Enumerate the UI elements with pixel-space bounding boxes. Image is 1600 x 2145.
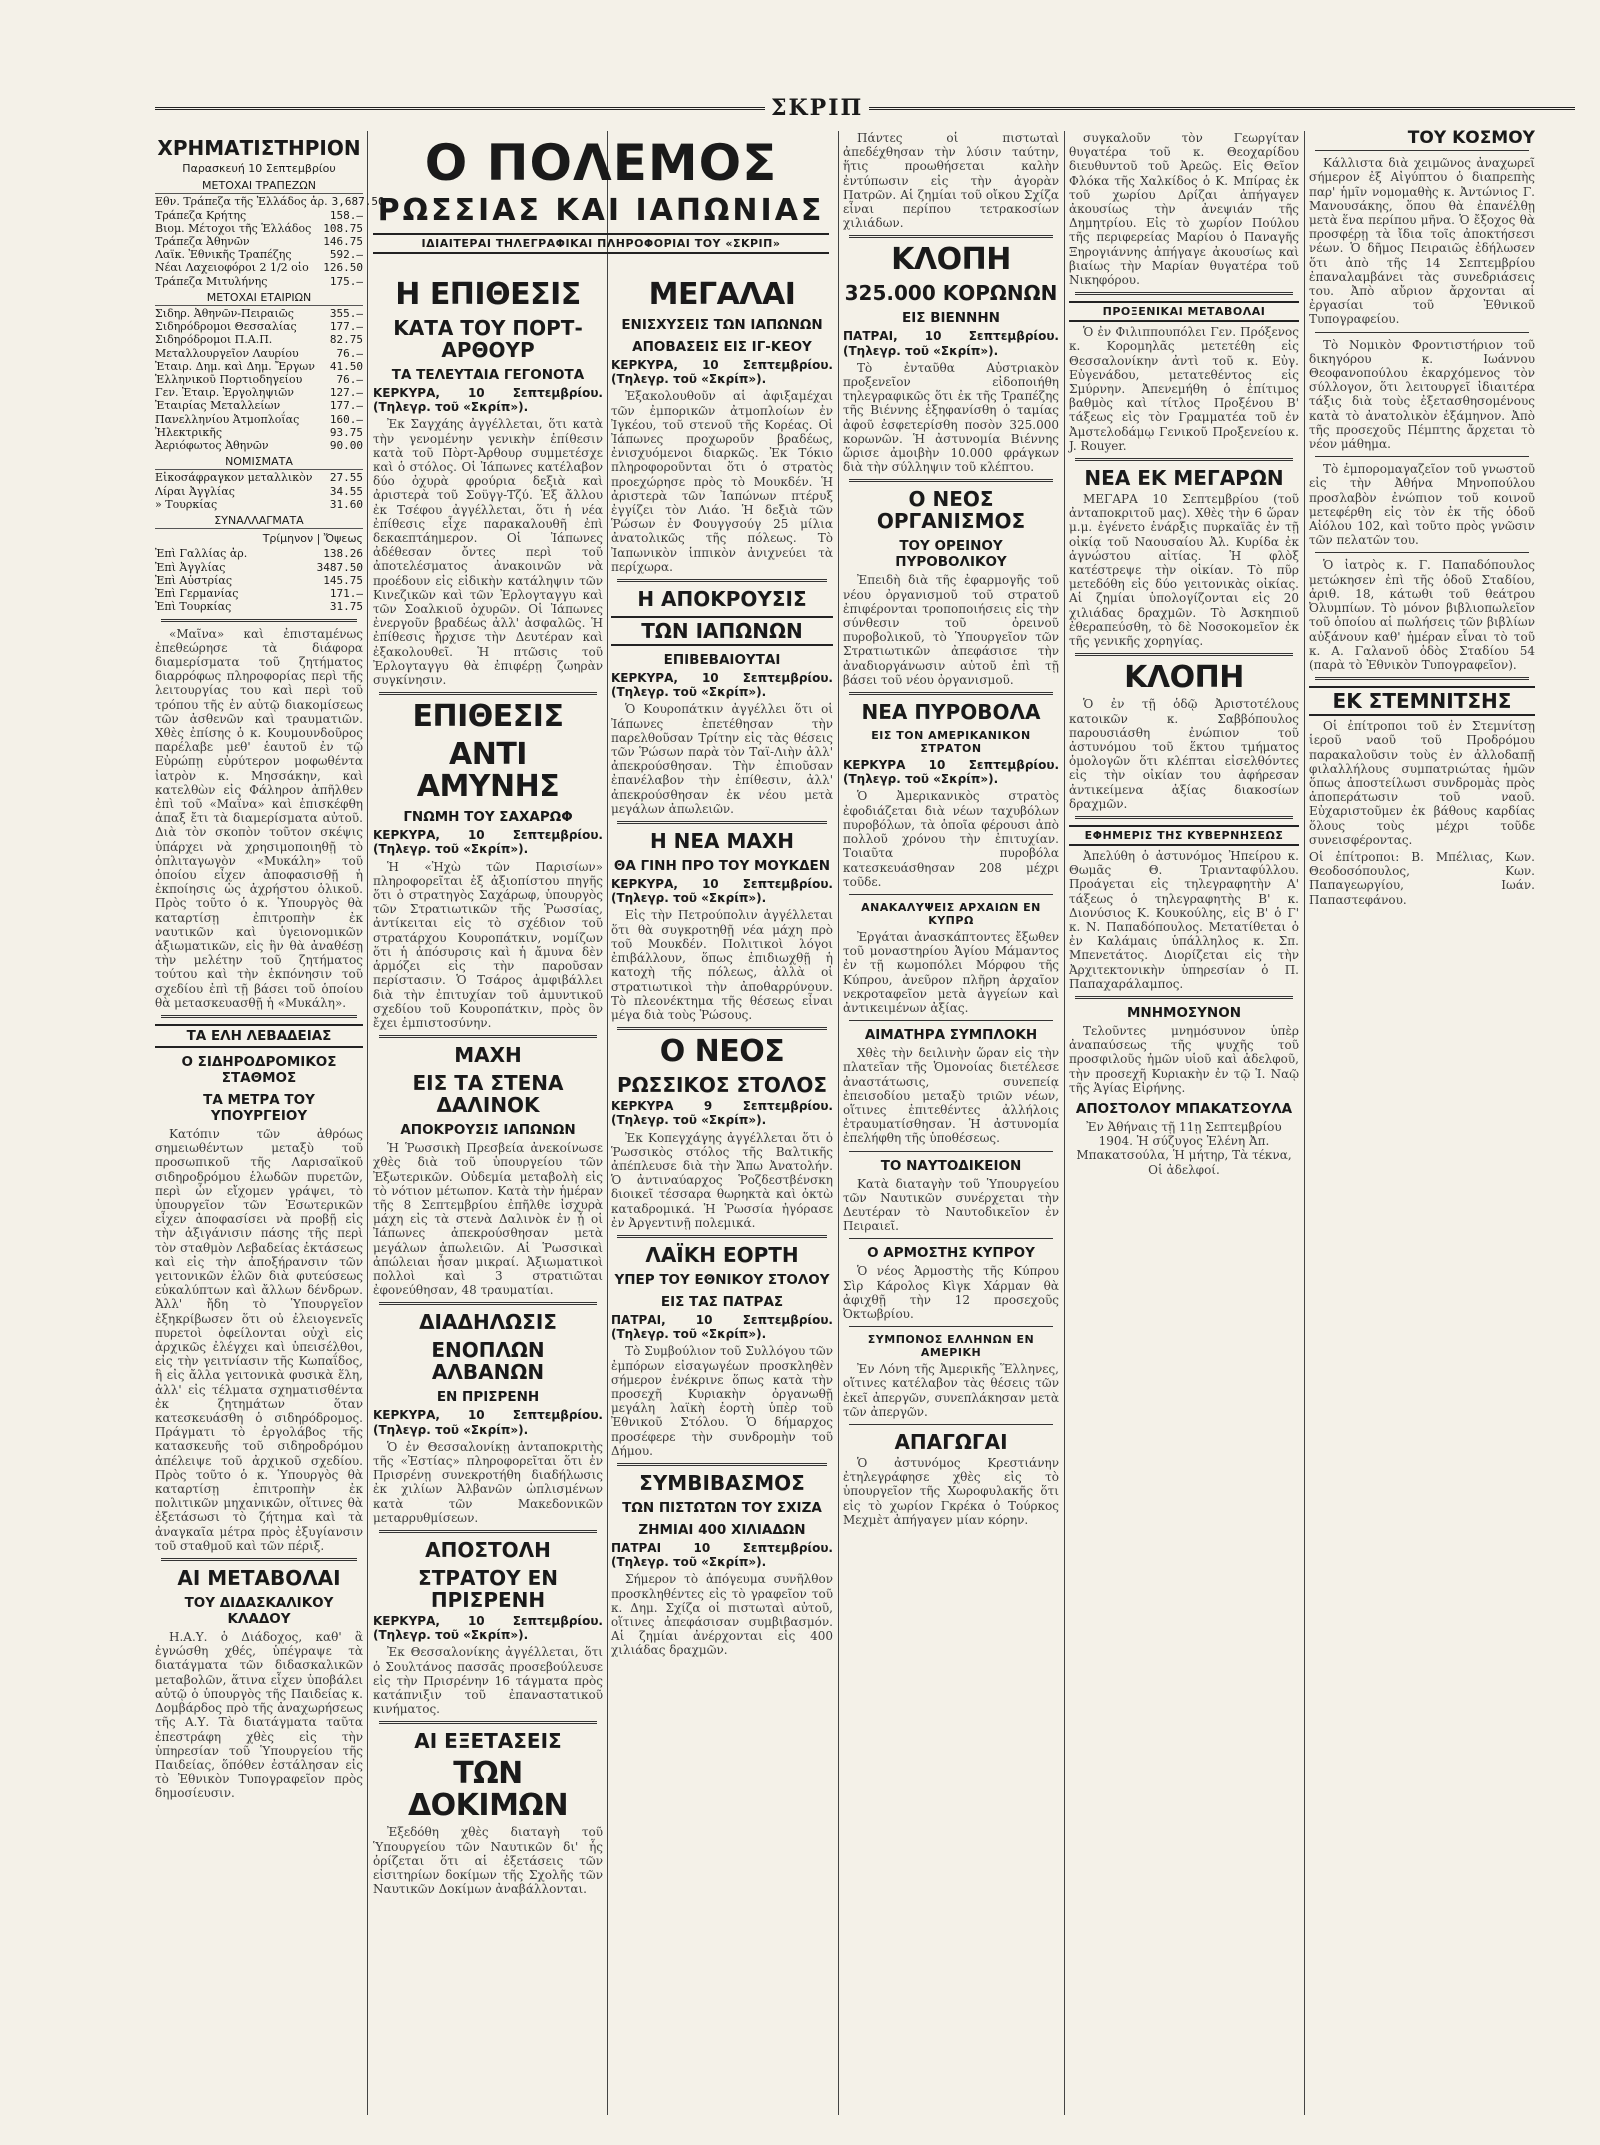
dateline: ΠΑΤΡΑΙ, 10 Σεπτεμβρίου. (Τηλεγρ. τοῦ «Σκρίπ»).: [611, 1312, 833, 1342]
coin-list: [155, 471, 363, 511]
article-subheading: ΤΩΝ ΙΑΠΩΝΩΝ: [611, 616, 833, 646]
banks-heading: ΜΕΤΟΧΑΙ ΤΡΑΠΕΖΩΝ: [155, 179, 363, 194]
newspaper-page: [155, 95, 1575, 2115]
signature: Οἱ ἐπίτροποι: Β. Μπέλιας, Κων. Θεοδοσόπουλος, Κων. Παπαγεωργίου, Ιωάν. Παπαστεφάνου.: [1309, 849, 1535, 907]
dateline: ΚΕΡΚΥΡΑ 10 Σεπτεμβρίου. (Τηλεγρ. τοῦ «Σκρίπ»).: [843, 758, 1059, 787]
article-subheading: ΤΩΝ ΠΙΣΤΩΤΩΝ ΤΟΥ ΣΧΙΖΑ: [622, 1499, 822, 1516]
article-text: Ὁ Ἀμερικανικὸς στρατὸς ἐφοδιάζεται διὰ νέων ταχυβόλων πυροβόλων, τὰ ὁποῖα φέρουσι ἀπὸ πολλοῦ χρόνου τὴν ἐπιτυχίαν. Τοιαῦτα πυροβόλα κατεσκευάσθησαν 208 μέχρι τοῦδε.: [843, 789, 1059, 889]
article-heading: ΠΡΟΞΕΝΙΚΑΙ ΜΕΤΑΒΟΛΑΙ: [1069, 301, 1299, 322]
article-text: Κάλλιστα διὰ χειμῶνος ἀναχωρεῖ σήμερον ἐξ Αἰγύπτου ὁ διαπρεπὴς παρ' ἡμῖν νομομαθὴς κ. Ἀντώνιος Γ. Μανουσάκης, ὅπου θὰ ἐπανέλθῃ μετὰ ἕνα περίπου μῆνα. Ὁ ἔξοχος θὰ προσφέρῃ τὰ ἴδια τοῖς ἀποκτήσεσι νέων. Ὁ δῆμος Πειραιῶς ἐδήλωσεν ὅτι ἀπὸ τῆς 14 Σεπτεμβρίου ἐπαναλαμβάνει τὰς συνεδριάσεις του. Ἀπὸ αὔριον ἄρχονται αἱ ἐργασίαι τοῦ Ἐθνικοῦ Τυπογραφείου.: [1309, 156, 1535, 327]
article-heading: ΚΛΟΠΗ: [891, 242, 1011, 278]
quote-name: Σιδηρόδρομοι Θεσσαλίας: [155, 320, 297, 334]
article-text: Ἐξεδόθη χθὲς διαταγὴ τοῦ Ὑπουργείου τῶν Ναυτικῶν δι' ἧς ὁρίζεται ὅτι αἱ ἐξετάσεις τῶν εἰσιτηρίων δοκίμων τῆς Σχολῆς τῶν Ναυτικῶν Δοκίμων ἀναβάλλονται.: [373, 1825, 603, 1897]
article-subheading: ΕΙΣ ΒΙΕΝΝΗΝ: [902, 310, 1000, 327]
fx-list: [155, 547, 363, 613]
quote-name: Ἐπὶ Γερμανίας: [155, 587, 239, 601]
article-text: Ὁ ἀστυνόμος Κρεστιάνην ἐτηλεγράφησε χθὲς εἰς τὸ ὑπουργεῖον τῆς Χωροφυλακῆς ὅτι εἰς τὸ χωρίον Γκρέκα ὁ Τούρκος Μεχμὲτ ἀπήγαγεν μίαν κόρην.: [843, 1455, 1059, 1527]
quote-row: [155, 547, 363, 560]
divider: [1075, 653, 1293, 656]
article-subheading: ΕΝΟΠΛΩΝ ΑΛΒΑΝΩΝ: [431, 1338, 545, 1385]
dateline: ΚΕΡΚΥΡΑ, 10 Σεπτεμβρίου. (Τηλεγρ. τοῦ «Σκρίπ»).: [373, 386, 603, 415]
article-text: Εἰς τὴν Πετρούπολιν ἀγγέλλεται ὅτι θὰ συγκροτηθῇ νέα μάχη πρὸ τοῦ Μουκδέν. Πολιτικοὶ λόγοι ἐπιβάλλουν, ὅπως ἐπιδιωχθῇ ἡ κατοχὴ τῆς πόλεως, ἀλλὰ οἱ στρατιωτικοὶ τὴν ἀποθαρρύνουν. Τὸ πλεονέκτημα τῆς θέσεως εἶναι μέγα διὰ τοὺς Ῥώσους.: [611, 908, 833, 1022]
column-war-right: [611, 273, 833, 2115]
divider: [161, 1015, 357, 1018]
article-text: Ἐκ Θεσσαλονίκης ἀγγέλλεται, ὅτι ὁ Σουλτάνος πασσᾶς προσεβούλευσε εἰς τὴν Πρισρένην 16 τάγματα πρὸς κατάπνιξιν τοῦ ἐπαναστατικοῦ κινήματος.: [373, 1645, 603, 1717]
quote-value: 126.50: [323, 261, 363, 275]
divider: [1075, 816, 1293, 819]
article-heading: ΕΦΗΜΕΡΙΣ ΤΗΣ ΚΥΒΕΡΝΗΣΕΩΣ: [1069, 825, 1299, 846]
article-subheading: ΕΙΣ ΤΑ ΣΤΕΝΑ ΔΑΛΙΝΟΚ: [412, 1071, 564, 1118]
article-heading: ΜΕΓΑΛΑΙ: [648, 277, 796, 312]
article-text: Ὁ ἐν Θεσσαλονίκῃ ἀνταποκριτὴς τῆς «Ἐστίας» πληροφορεῖται ὅτι ἐν Πρισρένῃ συνεκροτήθη διαδήλωσις ἐκ χιλίων Ἀλβανῶν ὡπλισμένων κατὰ τῶν Μακεδονικῶν μεταρρυθμίσεων.: [373, 1439, 603, 1525]
article-text: Ὁ νέος Ἁρμοστὴς τῆς Κύπρου Σὶρ Κάρολος Κὶγκ Χάρμαν θὰ ἀφιχθῇ τὴν 12 προσεχοῦς Ὀκτωβρίου.: [843, 1264, 1059, 1321]
article-subheading: ΑΝΤΙ ΑΜΥΝΗΣ: [416, 737, 560, 805]
article-subheading: ΕΙΣ ΤΟΝ ΑΜΕΡΙΚΑΝΙΚΟΝ ΣΤΡΑΤΟΝ: [871, 729, 1031, 756]
column-divider: [1064, 131, 1065, 2115]
quote-value: 592.—: [329, 248, 363, 262]
quote-row: [155, 413, 363, 426]
article-text: Ἡ «Ἠχὼ τῶν Παρισίων» πληροφορεῖται ἐξ ἀξιοπίστου πηγῆς ὅτι ὁ στρατηγὸς Σαχάρωφ, ὑπουργὸς τῶν Στρατιωτικῶν τῆς Ῥωσσίας, ἀντίκειται εἰς τὸ σχέδιον τοῦ στρατάρχου Κουροπάτκιν, νομίζων ὅτι ἡ ἀπόσυρσις καὶ ἡ ἄμυνα δὲν ἁρμόζει εἰς τὴν παροῦσαν περίστασιν. Ὁ Τσάρος ἀμφιβάλλει διὰ τὴν ἐπιτυχίαν τοῦ ἀμυντικοῦ σχεδίου τοῦ Κουροπάτκιν, πρὸς ὃν ἔχει ἐμπιστοσύνην.: [373, 859, 603, 1030]
quote-name: Νέαι Λαχειοφόροι 2 1/2 οἰο: [155, 261, 309, 275]
article-text: συγκαλοῦν τὸν Γεωργίταν θυγατέρα τοῦ κ. Θεοχαρίδου διευθυντοῦ τοῦ Ἀρεῶς. Εἰς Θεῖον Φλόκα τῆς Χαλκίδος ὁ Κ. Μπίρας ἐκ τοῦ χωρίου Δρίζαι ἀπήγαγεν ἀκουσίως τὴν ἀνεψιάν τῆς Δημητρίου. Εἰς τὸ χωρίον Πούλου τῆς περιφερείας Μαρίου ὁ Παναγῆς Ξηρογιάννης ἀπήγαγε ἀκουσίως καὶ βιαίως τὴν Μαρίαν θυγατέρα τοῦ Νικηφόρου.: [1069, 131, 1299, 288]
article-text: «Μαῖνα» καὶ ἐπισταμένως ἐπεθεώρησε τὰ διάφορα διαμερίσματα τοῦ ζητήματος διαρρόφως πληροφορίας περὶ τῆς λειτουργίας του καὶ περὶ τοῦ τρόπου τῆς ἐν αὐτῷ διακομίσεως τῶν ἀσθενῶν καὶ τραυματιῶν. Χθὲς ἐπίσης ὁ κ. Κουμουνδοῦρος παρέλαβε μεθ' ἑαυτοῦ ἐν τῷ Εὐρώπῃ εὐρύτερον μοφωθέντα ἰατρὸν κ. Μησσάκην, καὶ κατελθὼν εἰς Φάληρον ἀπῆλθεν ἐπὶ τοῦ «Μαΐνα» καὶ ἐπισκέφθη ἁπαξ ἔτι τὰ διαμερίσματα αὐτοῦ. Διὰ τὸν σκοπὸν τοῦτον σκέψις ὑπάρχει νὰ χρησιμοποιηθῇ τὸ ὁπλιταγωγὸν «Μυκάλη» τοῦ ὁποίου εἶχεν ἀποφασισθῇ ἡ ἐκποίησις ὡς ἀχρήστου ὁλικοῦ. Πρὸς τοῦτο ὁ κ. Ὑπουργὸς θὰ καταρτίσῃ ἐπιτροπὴν ἐκ ναυτικῶν καὶ ὑγειονομικῶν ἀξιωματικῶν, εἰς ἣν θὰ ἀναθέσῃ τὴν μελέτην τοῦ ζητήματος τούτου καὶ τὴν ἐκπόνησιν τοῦ σχεδίου ἐπὶ τῇ βάσει τοῦ ὁποίου θὰ μετασκευασθῇ ἡ «Μυκάλη».: [155, 626, 363, 1010]
article-heading: ΑΠΟΣΤΟΛΗ: [425, 1537, 551, 1562]
divider: [849, 479, 1053, 482]
article-subheading: ΑΠΟΚΡΟΥΣΙΣ ΙΑΠΩΝΩΝ: [400, 1122, 576, 1139]
divider: [849, 1424, 1053, 1425]
column-news: [843, 131, 1059, 2115]
quote-value: 82.75: [329, 333, 363, 347]
quote-name: Εθν. Τράπεζα τῆς Ἑλλάδος ἀρ.: [155, 195, 328, 209]
quote-value: 31.75: [329, 600, 363, 614]
quote-value: 31.60: [329, 497, 363, 511]
quote-row: [155, 360, 363, 373]
divider: [617, 1027, 827, 1030]
quote-row: [155, 222, 363, 235]
quote-value: 27.55: [329, 471, 363, 485]
quote-value: 127.—: [329, 386, 363, 400]
quote-name: Ἐταιρ. Δημ. καὶ Δημ. Ἔργων: [155, 359, 315, 373]
divider: [379, 1035, 597, 1038]
dateline: ΚΕΡΚΥΡΑ, 10 Σεπτεμβρίου. (Τηλεγρ. τοῦ «Σκρίπ»).: [373, 1408, 603, 1437]
quote-name: » Τουρκίας: [155, 497, 218, 511]
quote-value: 3,687.50: [331, 195, 385, 209]
article-subheading: Ο ΣΙΔΗΡΟΔΡΟΜΙΚΟΣ ΣΤΑΘΜΟΣ: [181, 1053, 337, 1086]
article-heading: ΤΟ ΝΑΥΤΟΔΙΚΕΙΟΝ: [880, 1157, 1022, 1174]
war-telegraph-line: ΙΔΙΑΙΤΕΡΑΙ ΤΗΛΕΓΡΑΦΙΚΑΙ ΠΛΗΡΟΦΟΡΙΑΙ ΤΟΥ «ΣΚΡΙΠ»: [373, 233, 829, 254]
quote-row: [155, 386, 363, 399]
quote-name: Λαϊκ. Ἐθνικῆς Τραπέζης: [155, 248, 292, 262]
article-heading: ΤΑ ΕΛΗ ΛΕΒΑΔΕΙΑΣ: [155, 1024, 363, 1048]
divider: [1315, 677, 1529, 680]
article-text: Ὁ Κουροπάτκιν ἀγγέλλει ὅτι οἱ Ἰάπωνες ἐπετέθησαν τὴν παρελθοῦσαν Τρίτην εἰς τὰς θέσεις τῶν Ῥώσων παρὰ τὸν Ταϊ-Λιὴν ἀλλ' ἀπεκρούσθησαν. Τὴν ἐπιοῦσαν ἐπανέλαβον τὴν ἐπίθεσιν, ἀλλ' ἀπεκρούσθησαν ἐκ νέου μετὰ μεγάλων ἀπωλειῶν.: [611, 702, 833, 816]
quote-name: Ἠλεκτρικῆς: [155, 425, 223, 439]
article-heading: ΑΙΜΑΤΗΡΑ ΣΥΜΠΛΟΚΗ: [864, 1027, 1038, 1044]
market-title: ΧΡΗΜΑΤΙΣΤΗΡΙΟΝ: [157, 136, 361, 160]
quote-row: [155, 561, 363, 574]
article-subheading: ΕΝ ΠΡΙΣΡΕΝΗ: [436, 1389, 540, 1406]
article-text: Χθὲς τὴν δειλινὴν ὥραν εἰς τὴν πλατεῖαν τῆς Ὁμονοίας διετέλεσε ἀναστάτωσις, συνεπείᾳ ἐπεισοδίου μεταξὺ τριῶν νέων, οἵτινες ἐπιτεθέντες ἀλλήλοις ἐτραυματίσθησαν. Ἡ ἀστυνομία ἐπελήφθη τῆς ὑποθέσεως.: [843, 1046, 1059, 1146]
bank-share-list: [155, 195, 385, 288]
company-share-list: [155, 307, 363, 452]
article-text: Ὁ ἰατρὸς κ. Γ. Παπαδόπουλος μετώκησεν ἐπὶ τῆς ὁδοῦ Σταδίου, ἀριθ. 18, κάτωθι τοῦ θεάτρου Ὀλυμπίων. Τὸ μόνον βιβλιοπωλεῖον τοῦ ὁποίου αἱ πωλήσεις τῶν βιβλίων αὐξάνουν καθ' ἡμέραν εἶναι τὸ τοῦ κ. Α. Γαλανοῦ ὁδὸς Σταδίου 54 (παρὰ τὸ Ἐθνικὸν Τυπογραφεῖον).: [1309, 558, 1535, 672]
quote-value: 171.—: [329, 587, 363, 601]
quote-row: [155, 209, 363, 222]
dateline: ΚΕΡΚΥΡΑ, 10 Σεπτεμβρίου. (Τηλεγρ. τοῦ «Σκρίπ»).: [611, 671, 833, 700]
divider: [617, 1463, 827, 1466]
article-heading: ΝΕΑ ΠΥΡΟΒΟΛΑ: [861, 700, 1041, 725]
article-subheading: ΤΟΥ ΟΡΕΙΝΟΥ ΠΥΡΟΒΟΛΙΚΟΥ: [895, 538, 1007, 571]
quote-name: Ἐπὶ Τουρκίας: [155, 600, 232, 614]
divider: [617, 579, 827, 582]
quote-name: Σιδηρόδρομοι Π.Α.Π.: [155, 333, 273, 347]
divider: [617, 1235, 827, 1238]
article-text: Τὸ Συμβούλιον τοῦ Συλλόγου τῶν ἐμπόρων εἰσαγωγέων προσκληθὲν σήμερον ἐνέκρινε ὅπως κατὰ τὴν προσεχῆ Κυριακὴν ὀργανωθῇ μεγάλη λαϊκὴ ἑορτὴ ὑπὲρ τοῦ Ἐθνικοῦ Στόλου. Ὁ δήμαρχος προσέφερε τὴν συνδρομὴν τοῦ Δήμου.: [611, 1344, 833, 1458]
article-subheading: ΣΤΡΑΤΟΥ ΕΝ ΠΡΙΣΡΕΝΗ: [418, 1565, 558, 1612]
quote-row: [155, 333, 363, 346]
column-war-left: [373, 273, 603, 2115]
article-subheading: 325.000 ΚΟΡΩΝΩΝ: [844, 281, 1058, 306]
column-divider: [838, 131, 839, 2115]
article-heading: Ο ΝΕΟΣ: [659, 1034, 785, 1070]
dateline: ΚΕΡΚΥΡΑ, 10 Σεπτεμβρίου. (Τηλεγρ. τοῦ «Σκρίπ»).: [373, 1613, 603, 1643]
column-society: [1309, 128, 1535, 2115]
article-subheading: ΓΝΩΜΗ ΤΟΥ ΣΑΧΑΡΩΦ: [403, 809, 573, 826]
quote-value: 90.00: [329, 439, 363, 453]
divider: [379, 692, 597, 695]
quote-value: 177.—: [329, 399, 363, 413]
article-text: Ἡ Ῥωσσικὴ Πρεσβεία ἀνεκοίνωσε χθὲς διὰ τοῦ ὑπουργείου τῶν Ἐξωτερικῶν. Οὐδεμία μεταβολὴ εἰς τὸ νότιον μέτωπον. Κατὰ τὴν ἡμέραν τῆς 8 Σεπτεμβρίου ἐπῆλθε ἰσχυρὰ μάχη εἰς τὰ στενὰ Δαλινὸκ ἐν ᾗ οἱ Ἰάπωνες ἀπεκρούσθησαν μετὰ μεγάλων ἀπωλειῶν. Αἱ Ῥωσσικαὶ ἀπώλειαι ἦσαν μικραί. Ἀξιωματικοὶ πολλοὶ καὶ 3 στρατιῶται ἐφονεύθησαν, 48 τραυματίαι.: [373, 1141, 603, 1298]
quote-name: Ἐπὶ Ἀγγλίας: [155, 560, 226, 574]
article-subheading: ΘΑ ΓΙΝΗ ΠΡΟ ΤΟΥ ΜΟΥΚΔΕΝ: [613, 858, 831, 875]
article-heading: Ο ΑΡΜΟΣΤΗΣ ΚΥΠΡΟΥ: [867, 1245, 1035, 1262]
divider: [1075, 292, 1293, 295]
quote-value: 3487.50: [316, 560, 363, 574]
article-text: Ὁ ἐν τῇ ὁδῷ Ἀριστοτέλους κατοικῶν κ. Σαββόπουλος παρουσιάσθη ἐνώπιον τοῦ ἀστυνόμου τοῦ ἕκτου τμήματος ὁμολογῶν ὅτι κλέπται εἰσελθόντες εἰς τὴν οἰκίαν του ἀφήρεσαν ἀντικείμενα ἀξίας διακοσίων δραχμῶν.: [1069, 697, 1299, 811]
quote-name: Βιομ. Μέτοχοι τῆς Ἑλλάδος: [155, 221, 312, 235]
quote-name: Γεν. Ἐταιρ. Ἐργοληψιῶν: [155, 386, 294, 400]
article-heading: ΑΙ ΕΞΕΤΑΣΕΙΣ: [414, 1729, 562, 1754]
article-heading: Η ΑΠΟΚΡΟΥΣΙΣ: [637, 587, 807, 612]
article-text: Τὸ Νομικὸν Φροντιστήριον τοῦ δικηγόρου κ. Ιωάννου Θεοφανοπούλου ἐκαρχόμενος τὸν σύλλογον, ὅτι λειτουργεῖ ἰδιαιτέρα τάξις διὰ τοὺς ἐξετασθησομένους κατὰ τὸ ἀνατολικὸν ἑξάμηνον. Ἀπὸ τῆς προσεχοῦς Πέμπτης ἄρχεται τὸ νέον μάθημα.: [1309, 337, 1535, 452]
article-text: Οἱ ἐπίτροποι τοῦ ἐν Στεμνίτσῃ ἱεροῦ ναοῦ τοῦ Προδρόμου παρακαλοῦσιν τοὺς ἐν ἀλλοδαπῇ φιλαλλήλους συμπατριώτας ἡμῶν ὅπως ἀποστείλωσι συνδρομὰς πρὸς ἀποπεράτωσιν τοῦ ναοῦ. Εὐχαριστοῦμεν ἐκ βάθους καρδίας ὅλους τοὺς μέχρι τοῦδε συνεισφέροντας.: [1309, 719, 1535, 847]
article-heading: ΛΑΪΚΗ ΕΟΡΤΗ: [645, 1242, 799, 1267]
article-text: Πάντες οἱ πιστωταὶ ἀπεδέχθησαν τὴν λύσιν ταύτην, ἥτις προωθήσεται καλὴν ἐντύπωσιν εἰς τὴν ἀγορὰν Πατρῶν. Αἱ ζημίαι τοῦ οἴκου Σχίζα εἶναι περίπου τετρακοσίων χιλιάδων.: [843, 131, 1059, 231]
article-heading: ΜΝΗΜΟΣΥΝΟΝ: [1126, 1004, 1241, 1021]
quote-name: Ἐπὶ Αὐστρίας: [155, 573, 233, 587]
fx-subheading: Τρίμηνον | Ὄψεως: [262, 532, 363, 546]
quote-row: [155, 574, 363, 587]
divider: [849, 1326, 1053, 1327]
divider: [849, 894, 1053, 895]
dateline: ΠΑΤΡΑΙ, 10 Σεπτεμβρίου. (Τηλεγρ. τοῦ «Σκρίπ»).: [843, 329, 1059, 358]
article-heading: ΑΙ ΜΕΤΑΒΟΛΑΙ: [177, 1566, 341, 1591]
divider: [849, 1151, 1053, 1152]
divider: [849, 1020, 1053, 1021]
divider: [849, 692, 1053, 695]
market-date: Παρασκευή 10 Σεπτεμβρίου: [182, 162, 336, 175]
memorial-name: ΑΠΟΣΤΟΛΟΥ ΜΠΑΚΑΤΣΟΥΛΑ: [1075, 1100, 1293, 1117]
war-main-title: Ο ΠΟΛΕΜΟΣ: [424, 134, 778, 192]
article-subheading: ΖΗΜΙΑΙ 400 ΧΙΛΙΑΔΩΝ: [638, 1521, 806, 1538]
article-text: Σήμερον τὸ ἀπόγευμα συνῆλθον προσκληθέντες εἰς τὸ γραφεῖον τοῦ κ. Δημ. Σχίζα οἱ πιστωταὶ αὐτοῦ, οἵτινες ἀπεφάσισαν συμβιβασμόν. Αἱ ζημίαι ἀνέρχονται εἰς 400 χιλιάδας δραχμῶν.: [611, 1572, 833, 1658]
quote-row: [155, 373, 363, 386]
quote-row: [155, 498, 363, 511]
article-heading: ΣΥΜΒΙΒΑΣΜΟΣ: [639, 1470, 805, 1495]
quote-row: [155, 399, 363, 412]
quote-row: [155, 439, 363, 452]
article-heading: ΕΚ ΣΤΕΜΝΙΤΣΗΣ: [1309, 686, 1535, 716]
divider: [1075, 458, 1293, 461]
fx-heading: ΣΥΝΑΛΛΑΓΜΑΤΑ: [155, 514, 363, 529]
divider: [1315, 150, 1529, 151]
article-subheading: ΕΝΙΣΧΥΣΕΙΣ ΤΩΝ ΙΑΠΩΝΩΝ: [621, 317, 823, 333]
divider: [1315, 552, 1529, 553]
article-text: Ἐξακολουθοῦν αἱ ἀφιξαμέχαι τῶν ἐμπορικῶν ἀτμοπλοίων ἐν Ἰγκέου, τοῦ στενοῦ τῆς Κορέας. Οἱ Ἰάπωνες προχωροῦν βραδέως, ἐνισχυόμενοι διαρκῶς. Ἐκ Τόκιο πληροφοροῦνται ὅτι ὁ στρατὸς προεχώρησε πρὸς τὸ Μουκδέν. Ἡ ἀριστερὰ τῶν Ἰαπώνων πτέρυξ ἐγγίζει τὸν Λιάο. Ἡ δεξιὰ τῶν Ῥώσων ἐν Φουγγσούγ 25 μίλια ἀνατολικῶς τῆς πόλεως. Τὸ Ἰαπωνικὸν ἱππικὸν ἀνιχνεύει τὰ περίχωρα.: [611, 389, 833, 574]
article-subheading: ΤΑ ΜΕΤΡΑ ΤΟΥ ΥΠΟΥΡΓΕΙΟΥ: [203, 1091, 315, 1124]
quote-name: Ἐταιρίας Μεταλλείων: [155, 399, 281, 413]
article-text: Τὸ ἐνταῦθα Αὐστριακὸν προξενεῖον εἰδοποιήθη τηλεγραφικῶς ὅτι ἐκ τῆς Τραπέζης τῆς Βιέννης ἐξηφανίσθη ὁ ταμίας ἀφοῦ ἐσφετερίσθη ποσὸν 325.000 κορωνῶν. Ἡ ἀστυνομία Βιέννης ὥρισε ἀμοιβὴν 10.000 φράγκων διὰ τὴν σύλληψιν τοῦ κλέπτου.: [843, 360, 1059, 475]
quote-row: [155, 587, 363, 600]
article-heading: ΝΕΑ ΕΚ ΜΕΓΑΡΩΝ: [1084, 466, 1284, 491]
article-text: ΜΕΓΑΡΑ 10 Σεπτεμβρίου (τοῦ ἀνταποκριτοῦ μας). Χθὲς τὴν 6 ὥραν μ.μ. ἐγένετο ἐνάρξις πυρκαϊᾶς ἐν τῇ οἰκίᾳ τοῦ Ναουσαίου Ἀλ. Κυρίδα ἐκ ἀγνώστου αἰτίας. Ἡ φλὸξ κατέστρεψε τὴν οἰκίαν. Τὸ πῦρ μετεδόθη εἰς δύο γειτονικὰς οἰκίας. Αἱ ζημίαι ὑπολογίζονται εἰς 20 χιλιάδας δραχμῶν. Τὸ Ἀσκηπιοῦ ἐθεραπεύσθη, τὸ δὲ Νοσοκομεῖον ἐκ τῆς γενικῆς χορηγίας.: [1069, 492, 1299, 649]
article-subheading: ΤΩΝ ΔΟΚΙΜΩΝ: [407, 1756, 569, 1824]
coins-heading: ΝΟΜΙΣΜΑΤΑ: [155, 455, 363, 470]
article-heading: ΜΑΧΗ: [454, 1043, 522, 1068]
article-text: Τὸ ἐμπορομαγαζεῖον τοῦ γνωστοῦ εἰς τὴν Ἀθήνα Μηνοπούλου προσλαβὸν ἐνώπιον τοῦ κοινοῦ μετεφέρθη εἰς τὸν ἐκ τῆς ὁδοῦ Αἰόλου 102, καὶ τοῦτο πρὸς γνῶσιν τῶν πελατῶν του.: [1309, 462, 1535, 548]
article-text: Ἐν Λόνη τῆς Ἀμερικῆς Ἕλληνες, οἵτινες κατέλαβον τὰς θέσεις τῶν ἐκεῖ ἀπεργῶν, συνεπλάκησαν μετὰ τῶν ἀπεργῶν.: [843, 1362, 1059, 1419]
quote-value: 175.—: [329, 274, 363, 288]
quote-row: [155, 307, 363, 320]
quote-value: 108.75: [323, 221, 363, 235]
article-subheading: ΡΩΣΣΙΚΟΣ ΣΤΟΛΟΣ: [617, 1073, 827, 1098]
article-heading: Η ΕΠΙΘΕΣΙΣ: [395, 277, 581, 312]
column-market: [155, 131, 385, 2115]
quote-row: [155, 248, 363, 261]
dateline: ΚΕΡΚΥΡΑ 9 Σεπτεμβρίου. (Τηλεγρ. τοῦ «Σκρίπ»).: [611, 1099, 833, 1128]
dateline: ΚΕΡΚΥΡΑ, 10 Σεπτεμβρίου. (Τηλεγρ. τοῦ «Σκρίπ»).: [611, 358, 833, 387]
article-heading: ΚΛΟΠΗ: [1124, 660, 1244, 696]
article-heading: ΣΥΜΠΟΝΟΣ ΕΛΛΗΝΩΝ ΕΝ ΑΜΕΡΙΚΗ: [867, 1333, 1035, 1360]
article-subheading: ΚΑΤΑ ΤΟΥ ΠΟΡΤ-ΑΡΘΟΥΡ: [393, 316, 583, 362]
column-local: [1069, 131, 1299, 2115]
article-text: Η.Α.Υ. ὁ Διάδοχος, καθ' ἃ ἐγνώσθη χθές, ὑπέγραψε τὰ διατάγματα τῶν διδασκαλικῶν μεταβολῶν, ἅτινα εἶχεν ὑποβάλει αὐτῷ ὁ ὑπουργὸς τῆς Παιδείας κ. Δομβάρδος πρὸ τῆς ἀναχωρήσεως τῆς Α.Υ. Τὰ διατάγματα ταῦτα ἐπεστράφη χθὲς εἰς τὴν ὑπηρεσίαν τοῦ Ὑπουργείου τῆς Παιδείας, ὅπόθεν ἐστάλησαν εἰς τὸ Ἐθνικὸν Τυπογραφεῖον πρὸς δημοσίευσιν.: [155, 1630, 363, 1801]
article-text: Τελοῦντες μνημόσυνον ὑπὲρ ἀναπαύσεως τῆς ψυχῆς τοῦ προσφιλοῦς ἡμῶν υἱοῦ καὶ ἀδελφοῦ, τὴν προσεχῆ Κυριακὴν ἐν τῷ Ἱ. Ναῷ τῆς Ἁγίας Εἰρήνης.: [1069, 1023, 1299, 1095]
quote-name: Ἑλληνικοῦ Πορτιοδηγείου: [155, 373, 303, 387]
quote-value: 146.75: [323, 235, 363, 249]
quote-row: [155, 320, 363, 333]
article-text: Ἐργάται ἀνασκάπτοντες ἔξωθεν τοῦ μοναστηρίου Ἁγίου Μάμαντος ἐν τῇ κωμοπόλει Μόρφου τῆς Κύπρου, ἀνεῦρον πλῆρη ἀρχαῖον νεκροταφεῖον μετὰ ἀγγείων καὶ ἀντικειμένων ἀξίας.: [843, 929, 1059, 1015]
quote-name: Τράπεζα Μιτυλήνης: [155, 274, 268, 288]
article-text: Ὁ ἐν Φιλιππουπόλει Γεν. Πρόξενος κ. Κορομηλᾶς μετετέθη εἰς Θεσσαλονίκην ἀντὶ τοῦ κ. Εὐγ. Εὐγενάδου, μετατεθέντος εἰς Σμύρνην. Ἀπενεμήθη ὁ ἐπίτιμος βαθμὸς καὶ τίτλος Προξένου Β' τάξεως εἰς τὸν Γραμματέα τοῦ ἐν Ἀμστελοδάμῳ Γενικοῦ Προξενείου κ. J. Rouyer.: [1069, 325, 1299, 453]
quote-value: 355.—: [329, 307, 363, 321]
war-main-subtitle: ΡΩΣΣΙΑΣ ΚΑΙ ΙΑΠΩΝΙΑΣ: [377, 193, 825, 228]
quote-name: Πανελληνίου Ἀτμοπλοΐας: [155, 412, 300, 426]
quote-row: [155, 347, 363, 360]
article-text: Κατὰ διαταγὴν τοῦ Ὑπουργείου τῶν Ναυτικῶν συνέρχεται τὴν Δευτέραν τὸ Ναυτοδικεῖον ἐν Πειραιεῖ.: [843, 1176, 1059, 1234]
quote-value: 76.—: [336, 346, 363, 360]
quote-row: [155, 235, 363, 248]
divider: [379, 1302, 597, 1305]
quote-row: [155, 195, 385, 209]
quote-name: Τράπεζα Κρήτης: [155, 208, 247, 222]
quote-name: Μεταλλουργεῖον Λαυρίου: [155, 346, 299, 360]
article-heading: ΕΠΙΘΕΣΙΣ: [412, 699, 564, 735]
quote-name: Τράπεζα Ἀθηνῶν: [155, 235, 250, 249]
society-heading: ΤΟΥ ΚΟΣΜΟΥ: [1407, 128, 1535, 148]
article-heading: ΑΝΑΚΑΛΥΨΕΙΣ ΑΡΧΑΙΩΝ ΕΝ ΚΥΠΡΩ: [861, 900, 1041, 927]
divider: [617, 821, 827, 824]
quote-row: [155, 426, 363, 439]
quote-value: 138.26: [323, 547, 363, 561]
quote-value: 158.—: [329, 208, 363, 222]
quote-row: [155, 261, 363, 274]
quote-row: [155, 471, 363, 484]
quote-value: 177.—: [329, 320, 363, 334]
article-subheading: ΑΠΟΒΑΣΕΙΣ ΕΙΣ ΙΓ-ΚΕΟΥ: [632, 339, 812, 355]
companies-heading: ΜΕΤΟΧΑΙ ΕΤΑΙΡΙΩΝ: [155, 291, 363, 306]
quote-value: 145.75: [323, 573, 363, 587]
column-divider: [367, 131, 368, 2115]
divider: [1315, 456, 1529, 457]
article-heading: ΔΙΑΔΗΛΩΣΙΣ: [419, 1310, 557, 1335]
column-divider: [1304, 131, 1305, 2115]
quote-value: 76.—: [336, 373, 363, 387]
quote-name: Λίραι Ἀγγλίας: [155, 484, 235, 498]
quote-name: Εἰκοσάφραγκον μεταλλικὸν: [155, 471, 313, 485]
quote-name: Ἐπὶ Γαλλίας ἀρ.: [155, 547, 248, 561]
article-heading: ΑΠΑΓΩΓΑΙ: [894, 1429, 1008, 1454]
quote-value: 34.55: [329, 484, 363, 498]
article-heading: Η ΝΕΑ ΜΑΧΗ: [649, 829, 795, 854]
article-text: Κατόπιν τῶν ἀθρόως σημειωθέντων μεταξὺ τοῦ προσωπικοῦ τῆς Λαρισαϊκοῦ σιδηροδρόμου ἑλωδῶν πυρετῶν, περὶ ὧν εἴχομεν γράψει, τὸ ὑπουργεῖον τῶν Ἐσωτερικῶν εἶχεν ἀποφασίσει νὰ προβῇ εἰς τὴν ἀξιγάνισιν πάσης τῆς περὶ τὸν σταθμὸν Λεβαδείας ἐκτάσεως καὶ εἰς τὴν ἀποξήρανσιν τῶν γειτονικῶν ἑλῶν διὰ φυτεύσεως εὐκαλύπτων καὶ ἄλλων δένδρων. Ἀλλ' ἤδη τὸ Ὑπουργεῖον ἐξηκρίβωσεν ὅτι οὐ ἐλειογενεῖς πυρετοὶ ὀφείλονται οὐχὶ εἰς ἀρχικῶς ἐλέγχει καὶ ὑπεισέλθοι, εἰς τὴν γειτνίασιν τῆς Κωπαΐδος, ἣ εἰς ἄλλα γειτονικὰ φυσικὰ ἕλη, ἀλλ' εἰς τέλματα σχηματισθέντα ἐκ ζητημάτων ὅταν κατεσκευάσθη ὁ σιδηρόδρομος. Πράγματι τὸ ἐργολάβος τῆς κατασκευῆς τοῦ σιδηροδρόμου ἀπέλειψε τοῦ ἀρχικοῦ σχεδίου. Πρὸς τοῦτο ὁ κ. Ὑπουργὸς θὰ καταρτίσῃ ἐπιτροπὴν ἐκ πολιτικῶν μηχανικῶν, οἵτινες θὰ ἐξετάσωσι τὸ ζήτημα καὶ τὰ ἀναγκαῖα μέτρα πρὸς ἐξυγίανσιν τοῦ σταθμοῦ καὶ τῶν πέριξ.: [155, 1126, 363, 1553]
divider: [1075, 996, 1293, 999]
article-subheading: ΤΟΥ ΔΙΔΑΣΚΑΛΙΚΟΥ ΚΛΑΔΟΥ: [184, 1595, 334, 1628]
divider: [849, 235, 1053, 238]
divider: [379, 1530, 597, 1533]
quote-row: [155, 485, 363, 498]
article-subheading: ΕΙΣ ΤΑΣ ΠΑΤΡΑΣ: [660, 1293, 784, 1310]
quote-name: Ἀεριόφωτος Ἀθηνῶν: [155, 439, 269, 453]
quote-name: Σιδηρ. Ἀθηνῶν-Πειραιῶς: [155, 307, 294, 321]
memorial-signature: Ἐν Ἀθήναις τῇ 11ῃ Σεπτεμβρίου 1904. Ἡ σύζυγος Ἑλένη Ἀπ. Μπακατσούλα, Ἡ μήτηρ, Τὰ τέκνα, Οἱ ἀδελφοί.: [1076, 1119, 1292, 1177]
quote-row: [155, 275, 363, 288]
quote-row: [155, 600, 363, 613]
divider: [849, 1238, 1053, 1239]
quote-value: 41.50: [329, 359, 363, 373]
divider: [161, 619, 357, 622]
article-text: Ἀπελύθη ὁ ἀστυνόμος Ἠπείρου κ. Θωμᾶς Θ. Τριανταφύλλου. Προάγεται εἰς τηλεγραφητὴν Α' τάξεως ὁ τηλεγραφητὴς Β' κ. Διονύσιος Κ. Κουκούλης, εἰς Β' ὁ Γ' κ. Ν. Παπαδόπουλος. Μετατίθεται ὁ ἐν Καλάμαις ὑπάλληλος κ. Σπ. Μπενετάτος. Διορίζεται εἰς τὴν Ἀρχιτεκτονικὴν ὑπηρεσίαν ὁ Π. Παπαχαράλαμπος.: [1069, 848, 1299, 991]
article-heading: Ο ΝΕΟΣ ΟΡΓΑΝΙΣΜΟΣ: [876, 487, 1026, 534]
quote-value: 93.75: [329, 425, 363, 439]
article-text: Ἐκ Σαγχάης ἀγγέλλεται, ὅτι κατὰ τὴν γενομένην γενικὴν ἐπίθεσιν κατὰ τοῦ Πὸρτ-Ἀρθουρ συμμετέσχε καὶ ὁ στόλος. Οἱ Ἰάπωνες κατέλαβον δύο ὀχυρὰ φρούρια δεξιὰ καὶ ἀριστερὰ τοῦ Σοϋγγ-Τζύ. Ἐξ ἄλλου ἐκ Τσέφου ἀγγέλλεται, ὅτι ἡ νέα ἐπίθεσις εἶχε παρακαλουθῆ ἐπὶ δεκαεπτάημερον. Οἱ Ἰάπωνες ἀδέθεσαν ὄντες περὶ τοῦ ἀποτελέσματος ἀνακοινῶν νὰ προέδουν εἰς εἰδικὴν κατάληψιν τῶν Κινεζικῶν καὶ τῶν Ἐρλογταγγυ καὶ τῶν Σοαλκιοῦ ὀχυρῶν. Οἱ Ἰάπωνες ἐνεργοῦν βραδέως ἀλλ' ἀσφαλῶς. Ἡ ἐπίθεσις ἤρχισε τὴν Δευτέραν καὶ ἐξακολουθεῖ. Ἡ πτῶσις τοῦ Ἐρλογταγγυ θὰ ἐπιφέρῃ ζωηρὰν συγκίνησιν.: [373, 417, 603, 688]
masthead-title: ΣΚΡΙΠ: [765, 95, 869, 121]
article-text: Ἐκ Κοπεγχάγης ἀγγέλλεται ὅτι ὁ Ῥωσσικὸς στόλος τῆς Βαλτικῆς ἀπέπλευσε διὰ τὴν Ἄπω Ἀνατολήν. Ὁ ἀντιναύαρχος Ῥοζδεστβένσκη διοικεῖ τέσσαρα θωρηκτὰ καὶ ὀκτὼ καταδρομικά. Ἡ Ῥωσσία ἠγόρασε ἐν Ἀργεντινῇ πολεμικά.: [611, 1130, 833, 1230]
article-subheading: ΤΑ ΤΕΛΕΥΤΑΙΑ ΓΕΓΟΝΟΤΑ: [391, 367, 585, 383]
divider: [379, 1721, 597, 1724]
divider: [161, 1558, 357, 1561]
dateline: ΚΕΡΚΥΡΑ, 10 Σεπτεμβρίου. (Τηλεγρ. τοῦ «Σκρίπ»).: [373, 828, 603, 857]
quote-value: 160.—: [329, 412, 363, 426]
article-text: Ἐπειδὴ διὰ τῆς ἐφαρμογῆς τοῦ νέου ὀργανισμοῦ τοῦ στρατοῦ ἐπιφέρονται τροποποιήσεις εἰς τὴν σύνθεσιν τοῦ ὀρεινοῦ πυροβολικοῦ, τὸ Ὑπουργεῖον τῶν Στρατιωτικῶν ἀπεφάσισε τὴν ἀναδιοργάνωσιν αὐτοῦ ἐπὶ τῇ βάσει τοῦ νέου ὀργανισμοῦ.: [843, 573, 1059, 687]
dateline: ΚΕΡΚΥΡΑ, 10 Σεπτεμβρίου. (Τηλεγρ. τοῦ «Σκρίπ»).: [611, 877, 833, 906]
divider: [1315, 332, 1529, 333]
article-subheading: ΕΠΙΒΕΒΑΙΟΥΤΑΙ: [663, 652, 781, 669]
dateline: ΠΑΤΡΑΙ 10 Σεπτεμβρίου. (Τηλεγρ. τοῦ «Σκρίπ»).: [611, 1540, 833, 1570]
article-subheading: ΥΠΕΡ ΤΟΥ ΕΘΝΙΚΟΥ ΣΤΟΛΟΥ: [614, 1271, 830, 1288]
